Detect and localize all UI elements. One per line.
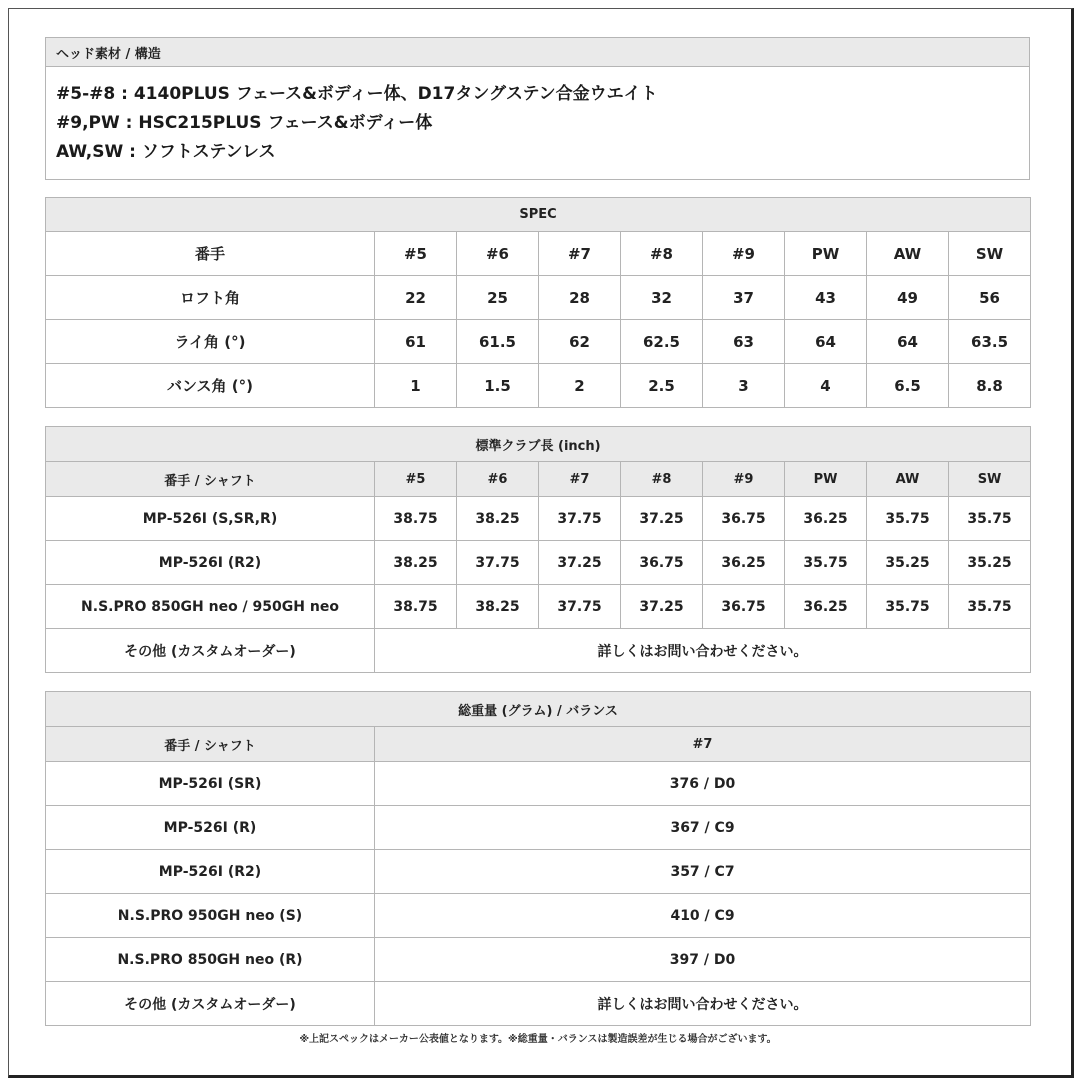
spec-cell: 4 (785, 364, 867, 408)
weight-balance-header-cell: 番手 / シャフト (46, 727, 375, 762)
weight-balance-row (46, 938, 1031, 982)
spec-cell: 64 (785, 320, 867, 364)
spec-row-label: ライ角 (°) (46, 320, 375, 364)
footnote: ※上記スペックはメーカー公表値となります。※総重量・バランスは製造誤差が生じる場合がございます。 (299, 1034, 777, 1045)
weight-balance-header-cell: #7 (375, 727, 1031, 762)
spec-header-cell: #9 (703, 232, 785, 276)
club-length-title: 標準クラブ長 (inch) (46, 427, 1031, 462)
club-length-cell: 37.75 (539, 497, 621, 541)
club-length-row (46, 497, 1031, 541)
club-length-cell: 38.25 (375, 541, 457, 585)
club-length-header-cell: #5 (375, 462, 457, 497)
spec-header-cell: #7 (539, 232, 621, 276)
club-length-cell: 37.75 (457, 541, 539, 585)
club-length-header-cell: PW (785, 462, 867, 497)
weight-balance-row-label: MP-526I (R) (46, 806, 375, 850)
spec-cell: 6.5 (867, 364, 949, 408)
club-length-cell: 38.25 (457, 585, 539, 629)
spec-cell: 25 (457, 276, 539, 320)
head-material-title: ヘッド素材 / 構造 (46, 38, 1030, 67)
spec-header-cell: PW (785, 232, 867, 276)
spec-cell: 61.5 (457, 320, 539, 364)
club-length-cell: 37.75 (539, 585, 621, 629)
club-length-cell: 36.75 (703, 497, 785, 541)
spec-row-loft (46, 276, 1031, 320)
club-length-cell: 35.75 (949, 585, 1031, 629)
weight-balance-row-label: MP-526I (SR) (46, 762, 375, 806)
spec-header-cell: AW (867, 232, 949, 276)
club-length-cell: 35.75 (867, 497, 949, 541)
weight-balance-header-row (46, 727, 1031, 762)
club-length-cell: 35.25 (949, 541, 1031, 585)
spec-cell: 37 (703, 276, 785, 320)
club-length-header-cell: #7 (539, 462, 621, 497)
spec-cell: 56 (949, 276, 1031, 320)
spec-header-cell: #5 (375, 232, 457, 276)
club-length-header-cell: #8 (621, 462, 703, 497)
club-length-cell: 35.25 (867, 541, 949, 585)
weight-balance-row-label: MP-526I (R2) (46, 850, 375, 894)
club-length-cell: 36.75 (621, 541, 703, 585)
spec-row-lie (46, 320, 1031, 364)
head-material-line: #5-#8 : 4140PLUS フェース&ボディー体、D17タングステン合金ウエイト (56, 83, 658, 104)
club-length-cell: 35.75 (867, 585, 949, 629)
weight-balance-other-label: その他 (カスタムオーダー) (46, 982, 375, 1026)
spec-cell: 28 (539, 276, 621, 320)
club-length-row-label: MP-526I (R2) (46, 541, 375, 585)
spec-header-cell: #6 (457, 232, 539, 276)
weight-balance-row (46, 850, 1031, 894)
spec-title: SPEC (46, 198, 1031, 232)
club-length-row-label: MP-526I (S,SR,R) (46, 497, 375, 541)
club-length-header-row (46, 462, 1031, 497)
spec-cell: 64 (867, 320, 949, 364)
club-length-cell: 36.25 (703, 541, 785, 585)
spec-cell: 63.5 (949, 320, 1031, 364)
spec-cell: 62.5 (621, 320, 703, 364)
club-length-other-value: 詳しくはお問い合わせください。 (375, 629, 1031, 673)
spec-cell: 43 (785, 276, 867, 320)
club-length-header-cell: #6 (457, 462, 539, 497)
weight-balance-row-label: N.S.PRO 950GH neo (S) (46, 894, 375, 938)
club-length-row (46, 541, 1031, 585)
spec-cell: 32 (621, 276, 703, 320)
club-length-cell: 36.25 (785, 497, 867, 541)
head-material-table (45, 37, 1030, 180)
club-length-cell: 38.75 (375, 585, 457, 629)
spec-cell: 8.8 (949, 364, 1031, 408)
weight-balance-cell: 376 / D0 (375, 762, 1031, 806)
club-length-table (45, 426, 1031, 673)
weight-balance-cell: 357 / C7 (375, 850, 1031, 894)
spec-cell: 2 (539, 364, 621, 408)
spec-header-cell: SW (949, 232, 1031, 276)
club-length-header-cell: #9 (703, 462, 785, 497)
head-material-line: #9,PW : HSC215PLUS フェース&ボディー体 (56, 112, 433, 133)
club-length-cell: 37.25 (539, 541, 621, 585)
club-length-cell: 35.75 (785, 541, 867, 585)
club-length-header-cell: AW (867, 462, 949, 497)
club-length-other-row (46, 629, 1031, 673)
club-length-cell: 37.25 (621, 585, 703, 629)
club-length-cell: 36.25 (785, 585, 867, 629)
weight-balance-table (45, 691, 1031, 1026)
spec-row-bounce (46, 364, 1031, 408)
spec-cell: 22 (375, 276, 457, 320)
spec-header-cell: #8 (621, 232, 703, 276)
club-length-cell: 35.75 (949, 497, 1031, 541)
weight-balance-other-row (46, 982, 1031, 1026)
head-material-body (46, 67, 1030, 180)
spec-cell: 3 (703, 364, 785, 408)
spec-cell: 63 (703, 320, 785, 364)
spec-row-label: ロフト角 (46, 276, 375, 320)
spec-cell: 49 (867, 276, 949, 320)
weight-balance-cell: 397 / D0 (375, 938, 1031, 982)
club-length-header-cell: 番手 / シャフト (46, 462, 375, 497)
weight-balance-row (46, 762, 1031, 806)
club-length-row (46, 585, 1031, 629)
spec-header-cell: 番手 (46, 232, 375, 276)
spec-header-row (46, 232, 1031, 276)
spec-row-label: バンス角 (°) (46, 364, 375, 408)
spec-cell: 2.5 (621, 364, 703, 408)
weight-balance-row (46, 806, 1031, 850)
club-length-cell: 36.75 (703, 585, 785, 629)
weight-balance-row (46, 894, 1031, 938)
club-length-row-label: N.S.PRO 850GH neo / 950GH neo (46, 585, 375, 629)
spec-cell: 1 (375, 364, 457, 408)
club-length-cell: 37.25 (621, 497, 703, 541)
club-length-cell: 38.25 (457, 497, 539, 541)
weight-balance-cell: 367 / C9 (375, 806, 1031, 850)
club-length-header-cell: SW (949, 462, 1031, 497)
weight-balance-other-value: 詳しくはお問い合わせください。 (375, 982, 1031, 1026)
head-material-line: AW,SW : ソフトステンレス (56, 141, 276, 162)
spec-cell: 62 (539, 320, 621, 364)
club-length-cell: 38.75 (375, 497, 457, 541)
spec-cell: 61 (375, 320, 457, 364)
weight-balance-row-label: N.S.PRO 850GH neo (R) (46, 938, 375, 982)
club-length-other-label: その他 (カスタムオーダー) (46, 629, 375, 673)
spec-cell: 1.5 (457, 364, 539, 408)
spec-table (45, 197, 1031, 408)
weight-balance-cell: 410 / C9 (375, 894, 1031, 938)
weight-balance-title: 総重量 (グラム) / バランス (46, 692, 1031, 727)
